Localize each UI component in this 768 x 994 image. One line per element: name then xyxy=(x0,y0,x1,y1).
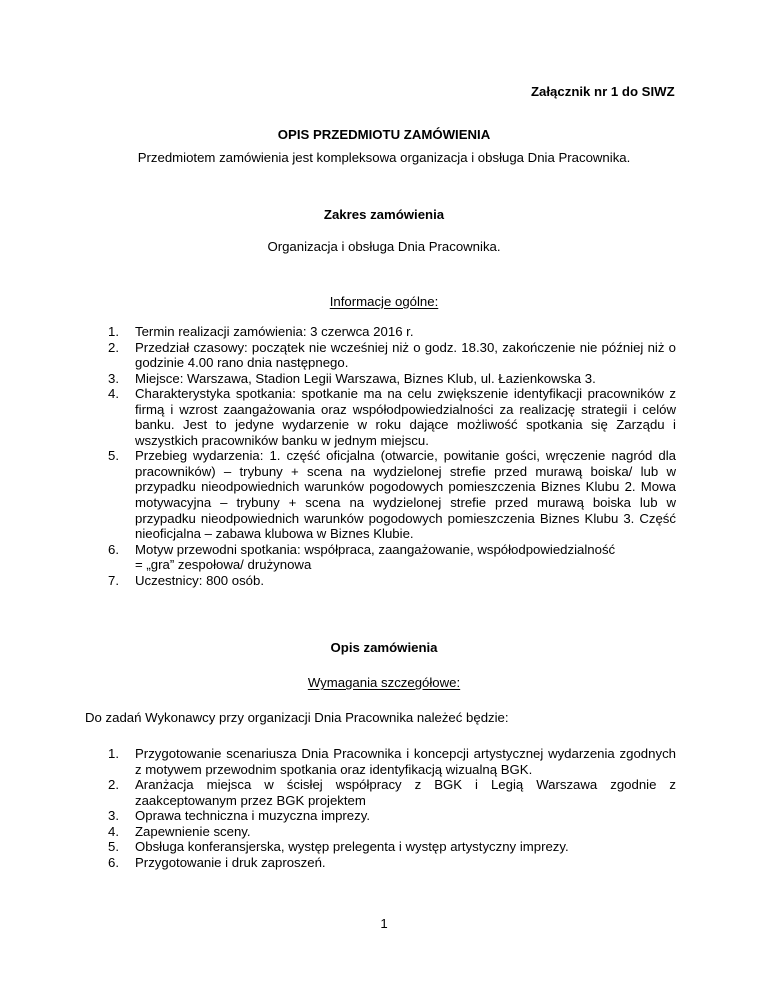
page-number: 1 xyxy=(380,916,388,931)
list-item: 3. Miejsce: Warszawa, Stadion Legii Warszawa, Biznes Klub, ul. Łazienkowska 3. xyxy=(108,370,596,386)
list-item: 2. Aranżacja miejsca w ścisłej współpracy z BGK i Legią Warszawa zgodnie z zaakceptowanym przez BGK projektem xyxy=(108,777,676,808)
document-title: OPIS PRZEDMIOTU ZAMÓWIENIA xyxy=(277,127,491,142)
list-item: 5. Przebieg wydarzenia: 1. część oficjalna (otwarcie, powitanie gości, wręczenie nagród dla pracowników) – trybuny + scena na wydzielonej strefie przed murawą boiska/ lub w przypadku nieodpowiednich warunków pogodowych pomieszczenia Biznes Klubu 2. Mowa motywacyjna – trybuny + scena na wydzielonej strefie przed murawą boiska lub w przypadku nieodpowiednich warunków pogodowych pomieszczenia Biznes Klubu 3. Część nieoficjalna – zabawa klubowa w Biznes Klubie. xyxy=(108,448,676,542)
list-item: 5. Obsługa konferansjerska, występ prelegenta i występ artystyczny imprezy. xyxy=(108,839,569,855)
list-item: 4. Zapewnienie sceny. xyxy=(108,823,251,839)
list-item: 7. Uczestnicy: 800 osób. xyxy=(108,572,265,588)
list-item: 1. Termin realizacji zamówienia: 3 czerwca 2016 r. xyxy=(108,324,414,339)
general-info-heading: Informacje ogólne: xyxy=(329,294,439,309)
list-item: 4. Charakterystyka spotkania: spotkanie ma na celu zwiększenie identyfikacji pracowników z firmą i wzrost zaangażowania oraz współodpowiedzialności za realizację strategii i celów banku. Jest to jedyne wydarzenie w roku dające możliwość spotkania się Zarządu i wszystkich pracowników banku w jednym miejscu. xyxy=(108,386,676,448)
scope-text: Organizacja i obsługa Dnia Pracownika. xyxy=(267,239,501,254)
detailed-requirements-heading: Wymagania szczegółowe: xyxy=(307,675,461,690)
intro-paragraph: Przedmiotem zamówienia jest kompleksowa organizacja i obsługa Dnia Pracownika. xyxy=(137,150,631,165)
annex-label: Załącznik nr 1 do SIWZ xyxy=(531,84,675,99)
list-item: 6. Motyw przewodni spotkania: współpraca, zaangażowanie, współodpowiedzialność = „gra” zespołowa/ drużynowa xyxy=(108,541,616,573)
list-item: 6. Przygotowanie i druk zaproszeń. xyxy=(108,854,326,870)
scope-heading: Zakres zamówienia xyxy=(323,207,445,222)
list-item: 2. Przedział czasowy: początek nie wcześniej niż o godz. 18.30, zakończenie nie później niż o godzinie 4.00 rano dnia następnego. xyxy=(108,339,676,371)
general-info-list xyxy=(108,324,676,588)
requirements-intro: Do zadań Wykonawcy przy organizacji Dnia Pracownika należeć będzie: xyxy=(85,710,509,725)
order-description-heading: Opis zamówienia xyxy=(330,640,438,655)
list-item: 1. Przygotowanie scenariusza Dnia Pracownika i koncepcji artystycznej wydarzenia zgodnych z motywem przewodnim spotkania oraz identyfikacją wizualną BGK. xyxy=(108,746,676,777)
requirements-list xyxy=(108,746,676,870)
list-item: 3. Oprawa techniczna i muzyczna imprezy. xyxy=(108,808,371,824)
